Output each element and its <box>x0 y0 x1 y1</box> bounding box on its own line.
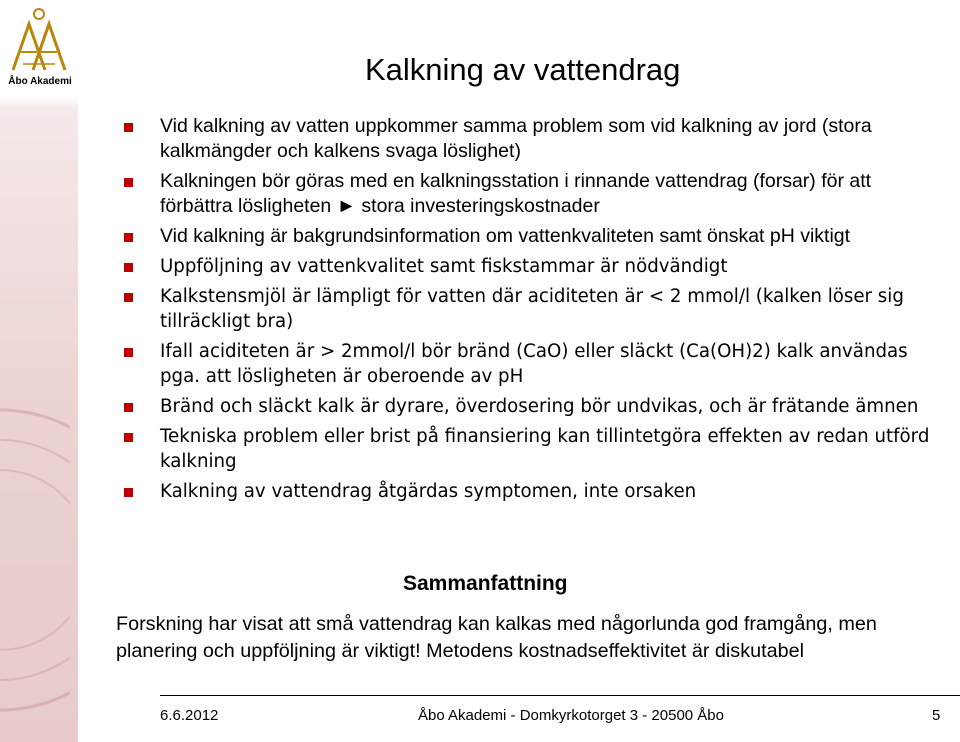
bullet-list <box>124 114 944 509</box>
bullet-item <box>124 394 944 419</box>
bullet-text: Bränd och släckt kalk är dyrare, överdosering bör undvikas, och är frätande ämnen <box>160 396 919 417</box>
sidebar-decoration <box>0 0 78 742</box>
bullet-square-icon <box>124 233 133 242</box>
abo-akademi-logo <box>3 6 75 86</box>
slide-title: Kalkning av vattendrag <box>365 52 681 87</box>
bullet-text: Vid kalkning av vatten uppkommer samma problem som vid kalkning av jord (stora kalkmängder och kalkens svaga löslighet) <box>160 115 872 162</box>
summary-text <box>116 611 960 665</box>
seal-decoration-icon <box>0 380 70 740</box>
bullet-text: Tekniska problem eller brist på finansiering kan tillintetgöra effekten av redan utförd kalkning <box>160 426 930 472</box>
bullet-item <box>124 284 944 334</box>
bullet-square-icon <box>124 488 133 497</box>
footer-date: 6.6.2012 <box>160 707 219 724</box>
bullet-text: Kalkstensmjöl är lämpligt för vatten där aciditeten är < 2 mmol/l (kalken löser sig tillräckligt bra) <box>160 286 904 332</box>
bullet-item <box>124 424 944 474</box>
bullet-item <box>124 339 944 389</box>
bullet-square-icon <box>124 348 133 357</box>
logo-text: Åbo Akademi <box>8 76 72 87</box>
summary-line: planering och uppföljning är viktigt! Metodens kostnadseffektivitet är diskutabel <box>116 640 804 662</box>
summary-heading: Sammanfattning <box>403 572 568 595</box>
bullet-square-icon <box>124 403 133 412</box>
bullet-text: Uppföljning av vattenkvalitet samt fiskstammar är nödvändigt <box>160 256 728 277</box>
bullet-square-icon <box>124 178 133 187</box>
bullet-item <box>124 254 944 279</box>
bullet-text: Vid kalkning är bakgrundsinformation om vattenkvaliteten samt önskat pH viktigt <box>160 225 851 247</box>
bullet-item <box>124 479 944 504</box>
bullet-item <box>124 169 944 219</box>
university-logo-icon <box>3 6 75 76</box>
footer-divider <box>160 695 960 696</box>
bullet-square-icon <box>124 293 133 302</box>
bullet-item <box>124 224 944 249</box>
bullet-square-icon <box>124 123 133 132</box>
footer-address: Åbo Akademi - Domkyrkotorget 3 - 20500 Åbo <box>418 707 724 724</box>
page-number: 5 <box>932 707 941 724</box>
bullet-text: Kalkning av vattendrag åtgärdas symptomen, inte orsaken <box>160 481 697 502</box>
bullet-text: Kalkningen bör göras med en kalkningsstation i rinnande vattendrag (forsar) för att förbättra lösligheten ► stora investeringskostnader <box>160 170 872 217</box>
bullet-square-icon <box>124 433 133 442</box>
bullet-item <box>124 114 944 164</box>
summary-line: Forskning har visat att små vattendrag kan kalkas med någorlunda god framgång, men <box>116 613 877 635</box>
bullet-square-icon <box>124 263 133 272</box>
bullet-text: Ifall aciditeten är > 2mmol/l bör bränd (CaO) eller släckt (Ca(OH)2) kalk användas pga. att lösligheten är oberoende av pH <box>160 341 908 387</box>
